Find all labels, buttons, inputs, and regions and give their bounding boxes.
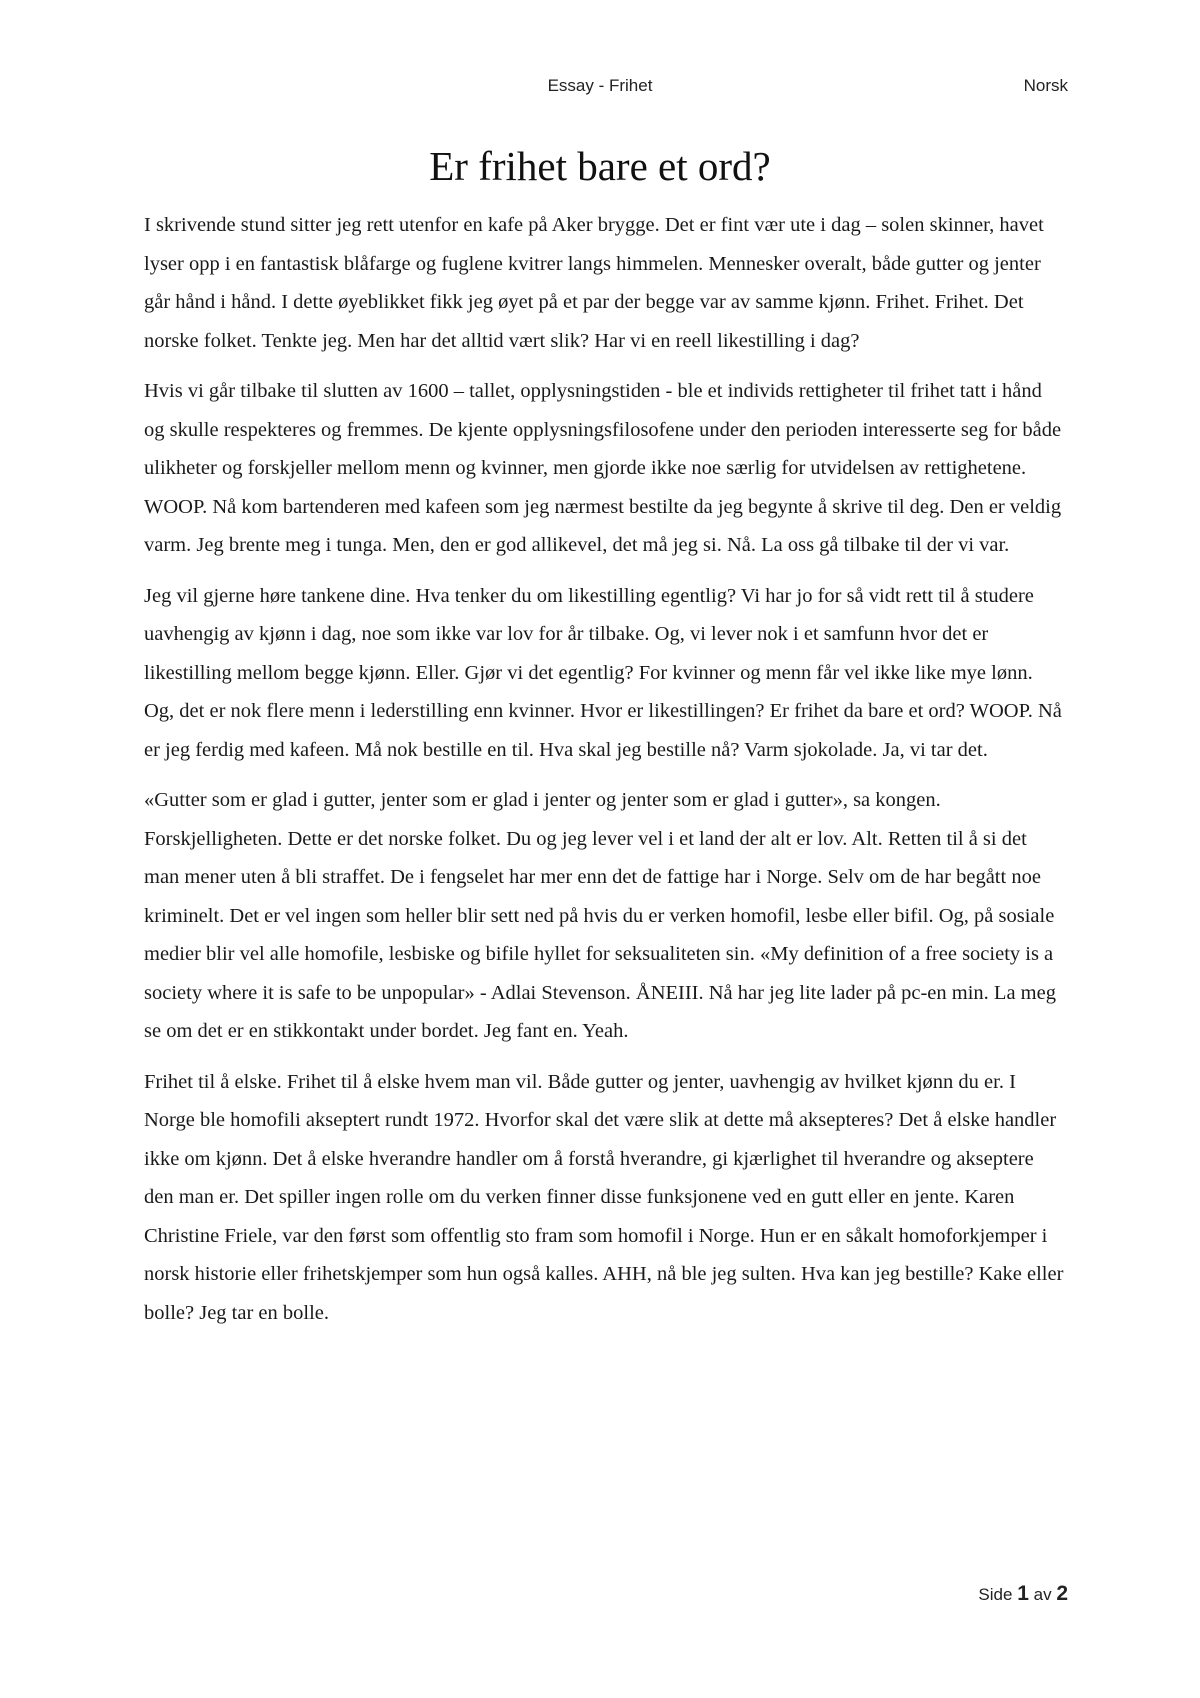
footer-side-label: Side	[978, 1585, 1013, 1604]
header-subject: Norsk	[1023, 76, 1068, 95]
paragraph-3: Jeg vil gjerne høre tankene dine. Hva tenker du om likestilling egentlig? Vi har jo for så vidt rett til å studere uavhengig av kjønn i dag, noe som ikke var lov for år tilbake. Og, vi lever nok i et samfunn hvor det er likestilling mellom begge kjønn. Eller. Gjør vi det egentlig? For kvinner og menn får vel ikke like mye lønn. Og, det er nok flere menn i lederstilling enn kvinner. Hvor er likestillingen? Er frihet da bare et ord? WOOP. Nå er jeg ferdig med kafeen. Må nok bestille en til. Hva skal jeg bestille nå? Varm sjokolade. Ja, vi tar det.	[144, 584, 1062, 761]
page-header	[0, 72, 1200, 102]
paragraph-1: I skrivende stund sitter jeg rett utenfor en kafe på Aker brygge. Det er fint vær ute i dag – solen skinner, havet lyser opp i en fantastisk blåfarge og fuglene kvitrer langs himmelen. Mennesker overalt, både gutter og jenter går hånd i hånd. I dette øyeblikket fikk jeg øyet på et par der begge var av samme kjønn. Frihet. Frihet. Det norske folket. Tenkte jeg. Men har det alltid vært slik? Har vi en reell likestilling i dag?	[144, 214, 1044, 352]
footer-of-label: av	[1033, 1585, 1052, 1604]
page-number-footer	[978, 1582, 1068, 1606]
paragraph-4: «Gutter som er glad i gutter, jenter som er glad i jenter og jenter som er glad i gutter», sa kongen. Forskjelligheten. Dette er det norske folket. Du og jeg lever vel i et land der alt er lov. Alt. Retten til å si det man mener uten å bli straffet. De i fengselet har mer enn det de fattige har i Norge. Selv om de har begått noe kriminelt. Det er vel ingen som heller blir sett ned på hvis du er verken homofil, lesbe eller bifil. Og, på sosiale medier blir vel alle homofile, lesbiske og bifile hyllet for seksualiteten sin. «My definition of a free society is a society where it is safe to be unpopular» - Adlai Stevenson. ÅNEIII. Nå har jeg lite lader på pc-en min. La meg se om det er en stikkontakt under bordet. Jeg fant en. Yeah.	[144, 789, 1056, 1042]
document-body	[144, 206, 1064, 1344]
footer-total-pages: 2	[1056, 1582, 1068, 1605]
document-title: Er frihet bare et ord?	[429, 143, 771, 189]
footer-current-page: 1	[1017, 1582, 1029, 1605]
paragraph-5: Frihet til å elske. Frihet til å elske hvem man vil. Både gutter og jenter, uavhengig av hvilket kjønn du er. I Norge ble homofili akseptert rundt 1972. Hvorfor skal det være slik at dette må aksepteres? Det å elske handler ikke om kjønn. Det å elske hverandre handler om å forstå hverandre, gi kjærlighet til hverandre og akseptere den man er. Det spiller ingen rolle om du verken finner disse funksjonene ved en gutt eller en jente. Karen Christine Friele, var den først som offentlig sto fram som homofil i Norge. Hun er en såkalt homoforkjemper i norsk historie eller frihetskjemper som hun også kalles. AHH, nå ble jeg sulten. Hva kan jeg bestille? Kake eller bolle? Jeg tar en bolle.	[144, 1070, 1064, 1324]
paragraph-2: Hvis vi går tilbake til slutten av 1600 – tallet, opplysningstiden - ble et individs rettigheter til frihet tatt i hånd og skulle respekteres og fremmes. De kjente opplysningsfilosofene under den perioden interesserte seg for både ulikheter og forskjeller mellom menn og kvinner, men gjorde ikke noe særlig for utvidelsen av rettighetene. WOOP. Nå kom bartenderen med kafeen som jeg nærmest bestilte da jeg begynte å skrive til deg. Den er veldig varm. Jeg brente meg i tunga. Men, den er god allikevel, det må jeg si. Nå. La oss gå tilbake til der vi var.	[144, 380, 1062, 556]
header-title: Essay - Frihet	[547, 76, 653, 95]
